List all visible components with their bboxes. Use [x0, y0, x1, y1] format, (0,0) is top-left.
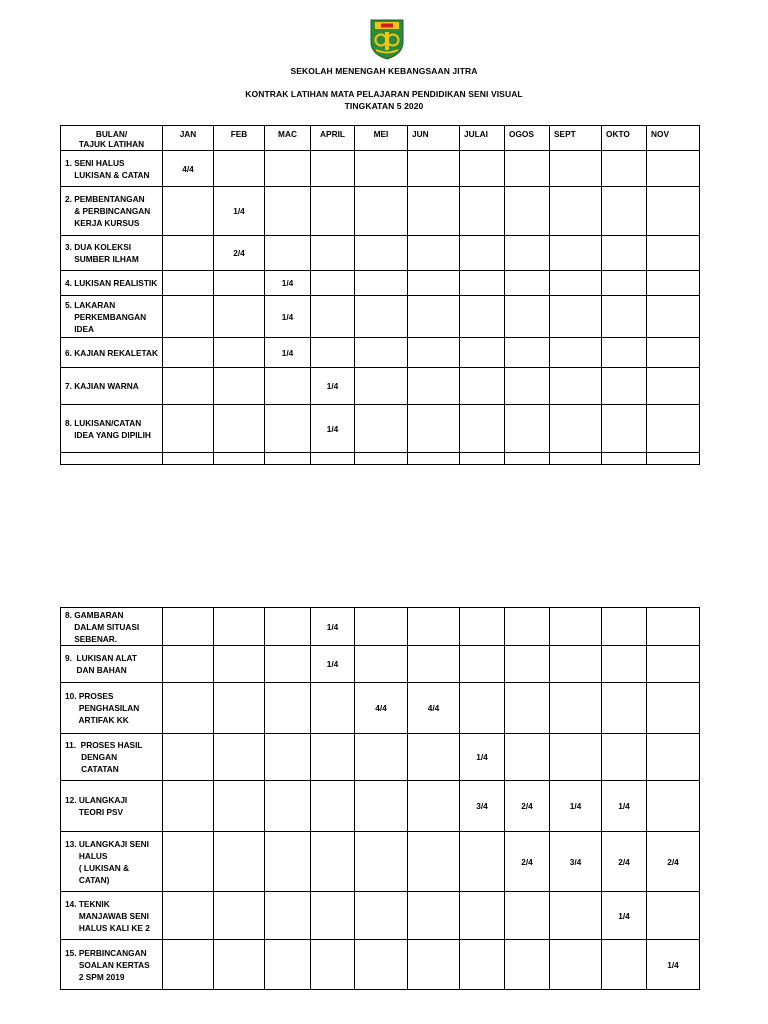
exercise-cell: [647, 683, 700, 734]
exercise-cell: [505, 453, 550, 465]
exercise-cell: [505, 187, 550, 236]
exercise-cell: 1/4: [311, 646, 355, 683]
exercise-cell: [163, 832, 214, 892]
exercise-cell: [265, 187, 311, 236]
exercise-cell: [460, 453, 505, 465]
exercise-cell: [408, 368, 460, 405]
exercise-cell: [550, 405, 602, 453]
month-header: OGOS: [505, 126, 550, 151]
exercise-cell: [214, 405, 265, 453]
topic-line: PENGHASILAN: [65, 703, 140, 713]
topic-line: 7. KAJIAN WARNA: [65, 381, 139, 391]
schedule-table-part1: [60, 125, 700, 465]
topic-cell: [61, 338, 163, 368]
exercise-cell: [602, 940, 647, 990]
exercise-cell: [355, 368, 408, 405]
exercise-cell: [163, 368, 214, 405]
topic-line: 14. TEKNIK: [65, 898, 110, 909]
corner-header: [61, 126, 163, 151]
exercise-cell: [408, 338, 460, 368]
exercise-cell: [311, 453, 355, 465]
exercise-cell: [214, 151, 265, 187]
schedule-table-part2: [60, 607, 700, 990]
exercise-cell: [647, 368, 700, 405]
exercise-cell: [163, 187, 214, 236]
table-row: [61, 271, 700, 296]
exercise-cell: [460, 608, 505, 646]
exercise-cell: [163, 271, 214, 296]
topic-line: 2 SPM 2019: [65, 971, 125, 982]
exercise-cell: [163, 405, 214, 453]
exercise-cell: [550, 368, 602, 405]
exercise-cell: [647, 892, 700, 940]
exercise-cell: [550, 892, 602, 940]
topic-line: LUKISAN & CATAN: [65, 169, 150, 180]
exercise-cell: [163, 734, 214, 781]
header-row: [61, 126, 700, 151]
exercise-cell: [550, 151, 602, 187]
exercise-cell: [602, 296, 647, 338]
exercise-cell: [602, 271, 647, 296]
topic-line: DAN BAHAN: [65, 665, 127, 675]
exercise-cell: [550, 296, 602, 338]
topic-line: 4. LUKISAN REALISTIK: [65, 278, 158, 288]
exercise-cell: [602, 368, 647, 405]
exercise-cell: [163, 892, 214, 940]
exercise-cell: [355, 608, 408, 646]
exercise-cell: [647, 453, 700, 465]
exercise-cell: 1/4: [214, 187, 265, 236]
table-row: [61, 151, 700, 187]
topic-line: 8. GAMBARAN: [65, 609, 124, 620]
exercise-cell: [311, 940, 355, 990]
exercise-cell: [214, 781, 265, 832]
topic-cell: [61, 296, 163, 338]
exercise-cell: [311, 151, 355, 187]
exercise-cell: [408, 734, 460, 781]
exercise-cell: [311, 236, 355, 271]
exercise-cell: [505, 734, 550, 781]
exercise-cell: [355, 453, 408, 465]
table-row: [61, 646, 700, 683]
month-header: JAN: [163, 126, 214, 151]
exercise-cell: [311, 187, 355, 236]
exercise-cell: [505, 683, 550, 734]
topic-line: SUMBER ILHAM: [65, 254, 139, 264]
exercise-cell: [355, 734, 408, 781]
month-header: APRIL: [311, 126, 355, 151]
table-row: [61, 187, 700, 236]
exercise-cell: [408, 892, 460, 940]
table-row: [61, 608, 700, 646]
exercise-cell: [214, 734, 265, 781]
table-row: [61, 781, 700, 832]
exercise-cell: [408, 151, 460, 187]
exercise-cell: [602, 608, 647, 646]
exercise-cell: 1/4: [602, 892, 647, 940]
exercise-cell: [408, 187, 460, 236]
topic-line: SOALAN KERTAS: [65, 959, 150, 970]
document-title: KONTRAK LATIHAN MATA PELAJARAN PENDIDIKAN SENI VISUAL: [245, 89, 523, 99]
table-row: [61, 940, 700, 990]
exercise-cell: [163, 236, 214, 271]
exercise-cell: [265, 368, 311, 405]
topic-line: DENGAN: [65, 752, 118, 762]
topic-cell: [61, 405, 163, 453]
exercise-cell: [647, 296, 700, 338]
exercise-cell: [163, 646, 214, 683]
table-row: [61, 892, 700, 940]
exercise-cell: [550, 338, 602, 368]
exercise-cell: [602, 338, 647, 368]
exercise-cell: [505, 646, 550, 683]
exercise-cell: [265, 683, 311, 734]
exercise-cell: [460, 940, 505, 990]
topic-cell: [61, 453, 163, 465]
exercise-cell: [311, 781, 355, 832]
exercise-cell: 2/4: [602, 832, 647, 892]
exercise-cell: [647, 608, 700, 646]
exercise-cell: [550, 940, 602, 990]
topic-line: 6. KAJIAN REKALETAK: [65, 347, 158, 358]
table-row: [61, 683, 700, 734]
exercise-cell: 1/4: [265, 296, 311, 338]
exercise-cell: [505, 236, 550, 271]
exercise-cell: [355, 271, 408, 296]
exercise-cell: 1/4: [550, 781, 602, 832]
topic-line: PERKEMBANGAN: [65, 311, 147, 322]
exercise-cell: [214, 940, 265, 990]
month-header: SEPT: [550, 126, 602, 151]
exercise-cell: [550, 734, 602, 781]
document-subtitle: TINGKATAN 5 2020: [344, 101, 424, 111]
exercise-cell: [460, 338, 505, 368]
topic-cell: [61, 892, 163, 940]
exercise-cell: 4/4: [408, 683, 460, 734]
topic-cell: [61, 940, 163, 990]
exercise-cell: [602, 683, 647, 734]
exercise-cell: [460, 683, 505, 734]
exercise-cell: [408, 832, 460, 892]
exercise-cell: [265, 940, 311, 990]
exercise-cell: [550, 683, 602, 734]
exercise-cell: 2/4: [647, 832, 700, 892]
exercise-cell: [355, 832, 408, 892]
exercise-cell: [460, 405, 505, 453]
exercise-cell: [505, 271, 550, 296]
exercise-cell: [214, 683, 265, 734]
exercise-cell: [550, 453, 602, 465]
exercise-cell: [214, 608, 265, 646]
topic-line: 9. LUKISAN ALAT: [65, 653, 137, 663]
exercise-cell: [647, 236, 700, 271]
exercise-cell: [265, 151, 311, 187]
topic-line: KERJA KURSUS: [65, 218, 140, 228]
exercise-cell: [311, 296, 355, 338]
exercise-cell: 1/4: [311, 608, 355, 646]
exercise-cell: [647, 271, 700, 296]
exercise-cell: 3/4: [550, 832, 602, 892]
exercise-cell: [550, 646, 602, 683]
exercise-cell: [408, 646, 460, 683]
month-header: OKTO: [602, 126, 647, 151]
table-row: [61, 734, 700, 781]
exercise-cell: [602, 236, 647, 271]
exercise-cell: [408, 453, 460, 465]
exercise-cell: [265, 781, 311, 832]
topic-line: ( LUKISAN &: [65, 862, 130, 873]
exercise-cell: [265, 832, 311, 892]
exercise-cell: [163, 338, 214, 368]
exercise-cell: [311, 683, 355, 734]
exercise-cell: [265, 608, 311, 646]
exercise-cell: [355, 892, 408, 940]
exercise-cell: [163, 683, 214, 734]
exercise-cell: [214, 296, 265, 338]
topic-line: CATATAN: [65, 764, 119, 774]
exercise-cell: [355, 296, 408, 338]
topic-cell: [61, 151, 163, 187]
topic-line: IDEA YANG DIPILIH: [65, 429, 151, 440]
topic-cell: [61, 608, 163, 646]
exercise-cell: [214, 271, 265, 296]
topic-cell: [61, 734, 163, 781]
exercise-cell: [408, 271, 460, 296]
exercise-cell: [311, 338, 355, 368]
exercise-cell: [265, 453, 311, 465]
exercise-cell: [265, 734, 311, 781]
exercise-cell: [460, 236, 505, 271]
topic-cell: [61, 187, 163, 236]
exercise-cell: [265, 405, 311, 453]
topic-line: TEORI PSV: [65, 807, 124, 817]
topic-line: 11. PROSES HASIL: [65, 740, 143, 750]
exercise-cell: [505, 368, 550, 405]
exercise-cell: 4/4: [355, 683, 408, 734]
exercise-cell: 2/4: [214, 236, 265, 271]
exercise-cell: [602, 646, 647, 683]
exercise-cell: [163, 608, 214, 646]
topic-line: ARTIFAK KK: [65, 715, 129, 725]
topic-line: CATAN): [65, 874, 110, 885]
topic-line: HALUS: [65, 850, 108, 861]
exercise-cell: 1/4: [311, 405, 355, 453]
exercise-cell: [505, 405, 550, 453]
exercise-cell: [550, 236, 602, 271]
table-row: [61, 338, 700, 368]
exercise-cell: [460, 368, 505, 405]
exercise-cell: [505, 338, 550, 368]
exercise-cell: [460, 187, 505, 236]
exercise-cell: 1/4: [460, 734, 505, 781]
exercise-cell: [602, 405, 647, 453]
exercise-cell: [214, 368, 265, 405]
topic-cell: [61, 368, 163, 405]
exercise-cell: [460, 271, 505, 296]
exercise-cell: [355, 187, 408, 236]
exercise-cell: [408, 296, 460, 338]
exercise-cell: [163, 940, 214, 990]
topic-line: 8. LUKISAN/CATAN: [65, 417, 142, 428]
exercise-cell: [550, 187, 602, 236]
topic-cell: [61, 832, 163, 892]
corner-line: BULAN/: [95, 129, 128, 139]
exercise-cell: [647, 151, 700, 187]
exercise-cell: 1/4: [265, 271, 311, 296]
topic-cell: [61, 646, 163, 683]
exercise-cell: [550, 608, 602, 646]
topic-cell: [61, 236, 163, 271]
month-header: JUN: [408, 126, 460, 151]
exercise-cell: [355, 405, 408, 453]
corner-line: TAJUK LATIHAN: [78, 139, 145, 149]
month-header: MEI: [355, 126, 408, 151]
month-header: MAC: [265, 126, 311, 151]
exercise-cell: [311, 832, 355, 892]
exercise-cell: [647, 338, 700, 368]
table-row: [61, 368, 700, 405]
exercise-cell: [214, 832, 265, 892]
exercise-cell: [355, 338, 408, 368]
month-header: NOV: [647, 126, 700, 151]
exercise-cell: [647, 781, 700, 832]
topic-cell: [61, 271, 163, 296]
exercise-cell: [408, 405, 460, 453]
exercise-cell: 4/4: [163, 151, 214, 187]
exercise-cell: [408, 781, 460, 832]
exercise-cell: [163, 453, 214, 465]
exercise-cell: [355, 236, 408, 271]
exercise-cell: [460, 296, 505, 338]
topic-line: HALUS KALI KE 2: [65, 922, 150, 933]
month-header: FEB: [214, 126, 265, 151]
exercise-cell: [602, 187, 647, 236]
exercise-cell: 1/4: [647, 940, 700, 990]
exercise-cell: [647, 405, 700, 453]
topic-line: 12. ULANGKAJI: [65, 795, 128, 805]
exercise-cell: [602, 453, 647, 465]
exercise-cell: [265, 892, 311, 940]
exercise-cell: [163, 296, 214, 338]
exercise-cell: [311, 734, 355, 781]
month-header: JULAI: [460, 126, 505, 151]
exercise-cell: [460, 832, 505, 892]
exercise-cell: [505, 892, 550, 940]
topic-line: & PERBINCANGAN: [65, 206, 151, 216]
exercise-cell: [355, 781, 408, 832]
exercise-cell: [311, 892, 355, 940]
topic-line: 1. SENI HALUS: [65, 157, 125, 168]
exercise-cell: [214, 453, 265, 465]
exercise-cell: 2/4: [505, 781, 550, 832]
topic-line: MANJAWAB SENI: [65, 910, 149, 921]
exercise-cell: [265, 236, 311, 271]
exercise-cell: [647, 734, 700, 781]
topic-line: 5. LAKARAN: [65, 299, 116, 310]
topic-line: SEBENAR.: [65, 633, 118, 644]
topic-line: IDEA: [65, 323, 95, 334]
exercise-cell: [505, 940, 550, 990]
table-row: [61, 405, 700, 453]
table-row: [61, 296, 700, 338]
exercise-cell: 1/4: [602, 781, 647, 832]
exercise-cell: [408, 236, 460, 271]
topic-line: 10. PROSES: [65, 691, 114, 701]
exercise-cell: [550, 271, 602, 296]
exercise-cell: 2/4: [505, 832, 550, 892]
exercise-cell: [265, 646, 311, 683]
exercise-cell: [214, 892, 265, 940]
topic-line: DALAM SITUASI: [65, 621, 140, 632]
exercise-cell: [602, 151, 647, 187]
exercise-cell: [460, 151, 505, 187]
exercise-cell: [163, 781, 214, 832]
exercise-cell: [647, 646, 700, 683]
exercise-cell: 3/4: [460, 781, 505, 832]
exercise-cell: [408, 940, 460, 990]
exercise-cell: [214, 646, 265, 683]
exercise-cell: [602, 734, 647, 781]
exercise-cell: [355, 151, 408, 187]
topic-line: 15. PERBINCANGAN: [65, 947, 147, 958]
exercise-cell: 1/4: [265, 338, 311, 368]
table-row: [61, 832, 700, 892]
exercise-cell: [505, 608, 550, 646]
exercise-cell: [505, 151, 550, 187]
school-crest-logo: [367, 16, 407, 60]
table-row: [61, 453, 700, 465]
exercise-cell: [214, 338, 265, 368]
table-row: [61, 236, 700, 271]
topic-line: 3. DUA KOLEKSI: [65, 242, 132, 252]
topic-line: 13. ULANGKAJI SENI: [65, 838, 149, 849]
exercise-cell: [355, 940, 408, 990]
exercise-cell: [311, 271, 355, 296]
exercise-cell: [408, 608, 460, 646]
school-name: SEKOLAH MENENGAH KEBANGSAAN JITRA: [290, 66, 478, 76]
exercise-cell: [505, 296, 550, 338]
topic-line: 2. PEMBENTANGAN: [65, 194, 145, 204]
exercise-cell: 1/4: [311, 368, 355, 405]
exercise-cell: [460, 892, 505, 940]
exercise-cell: [355, 646, 408, 683]
exercise-cell: [460, 646, 505, 683]
topic-cell: [61, 683, 163, 734]
exercise-cell: [647, 187, 700, 236]
topic-cell: [61, 781, 163, 832]
